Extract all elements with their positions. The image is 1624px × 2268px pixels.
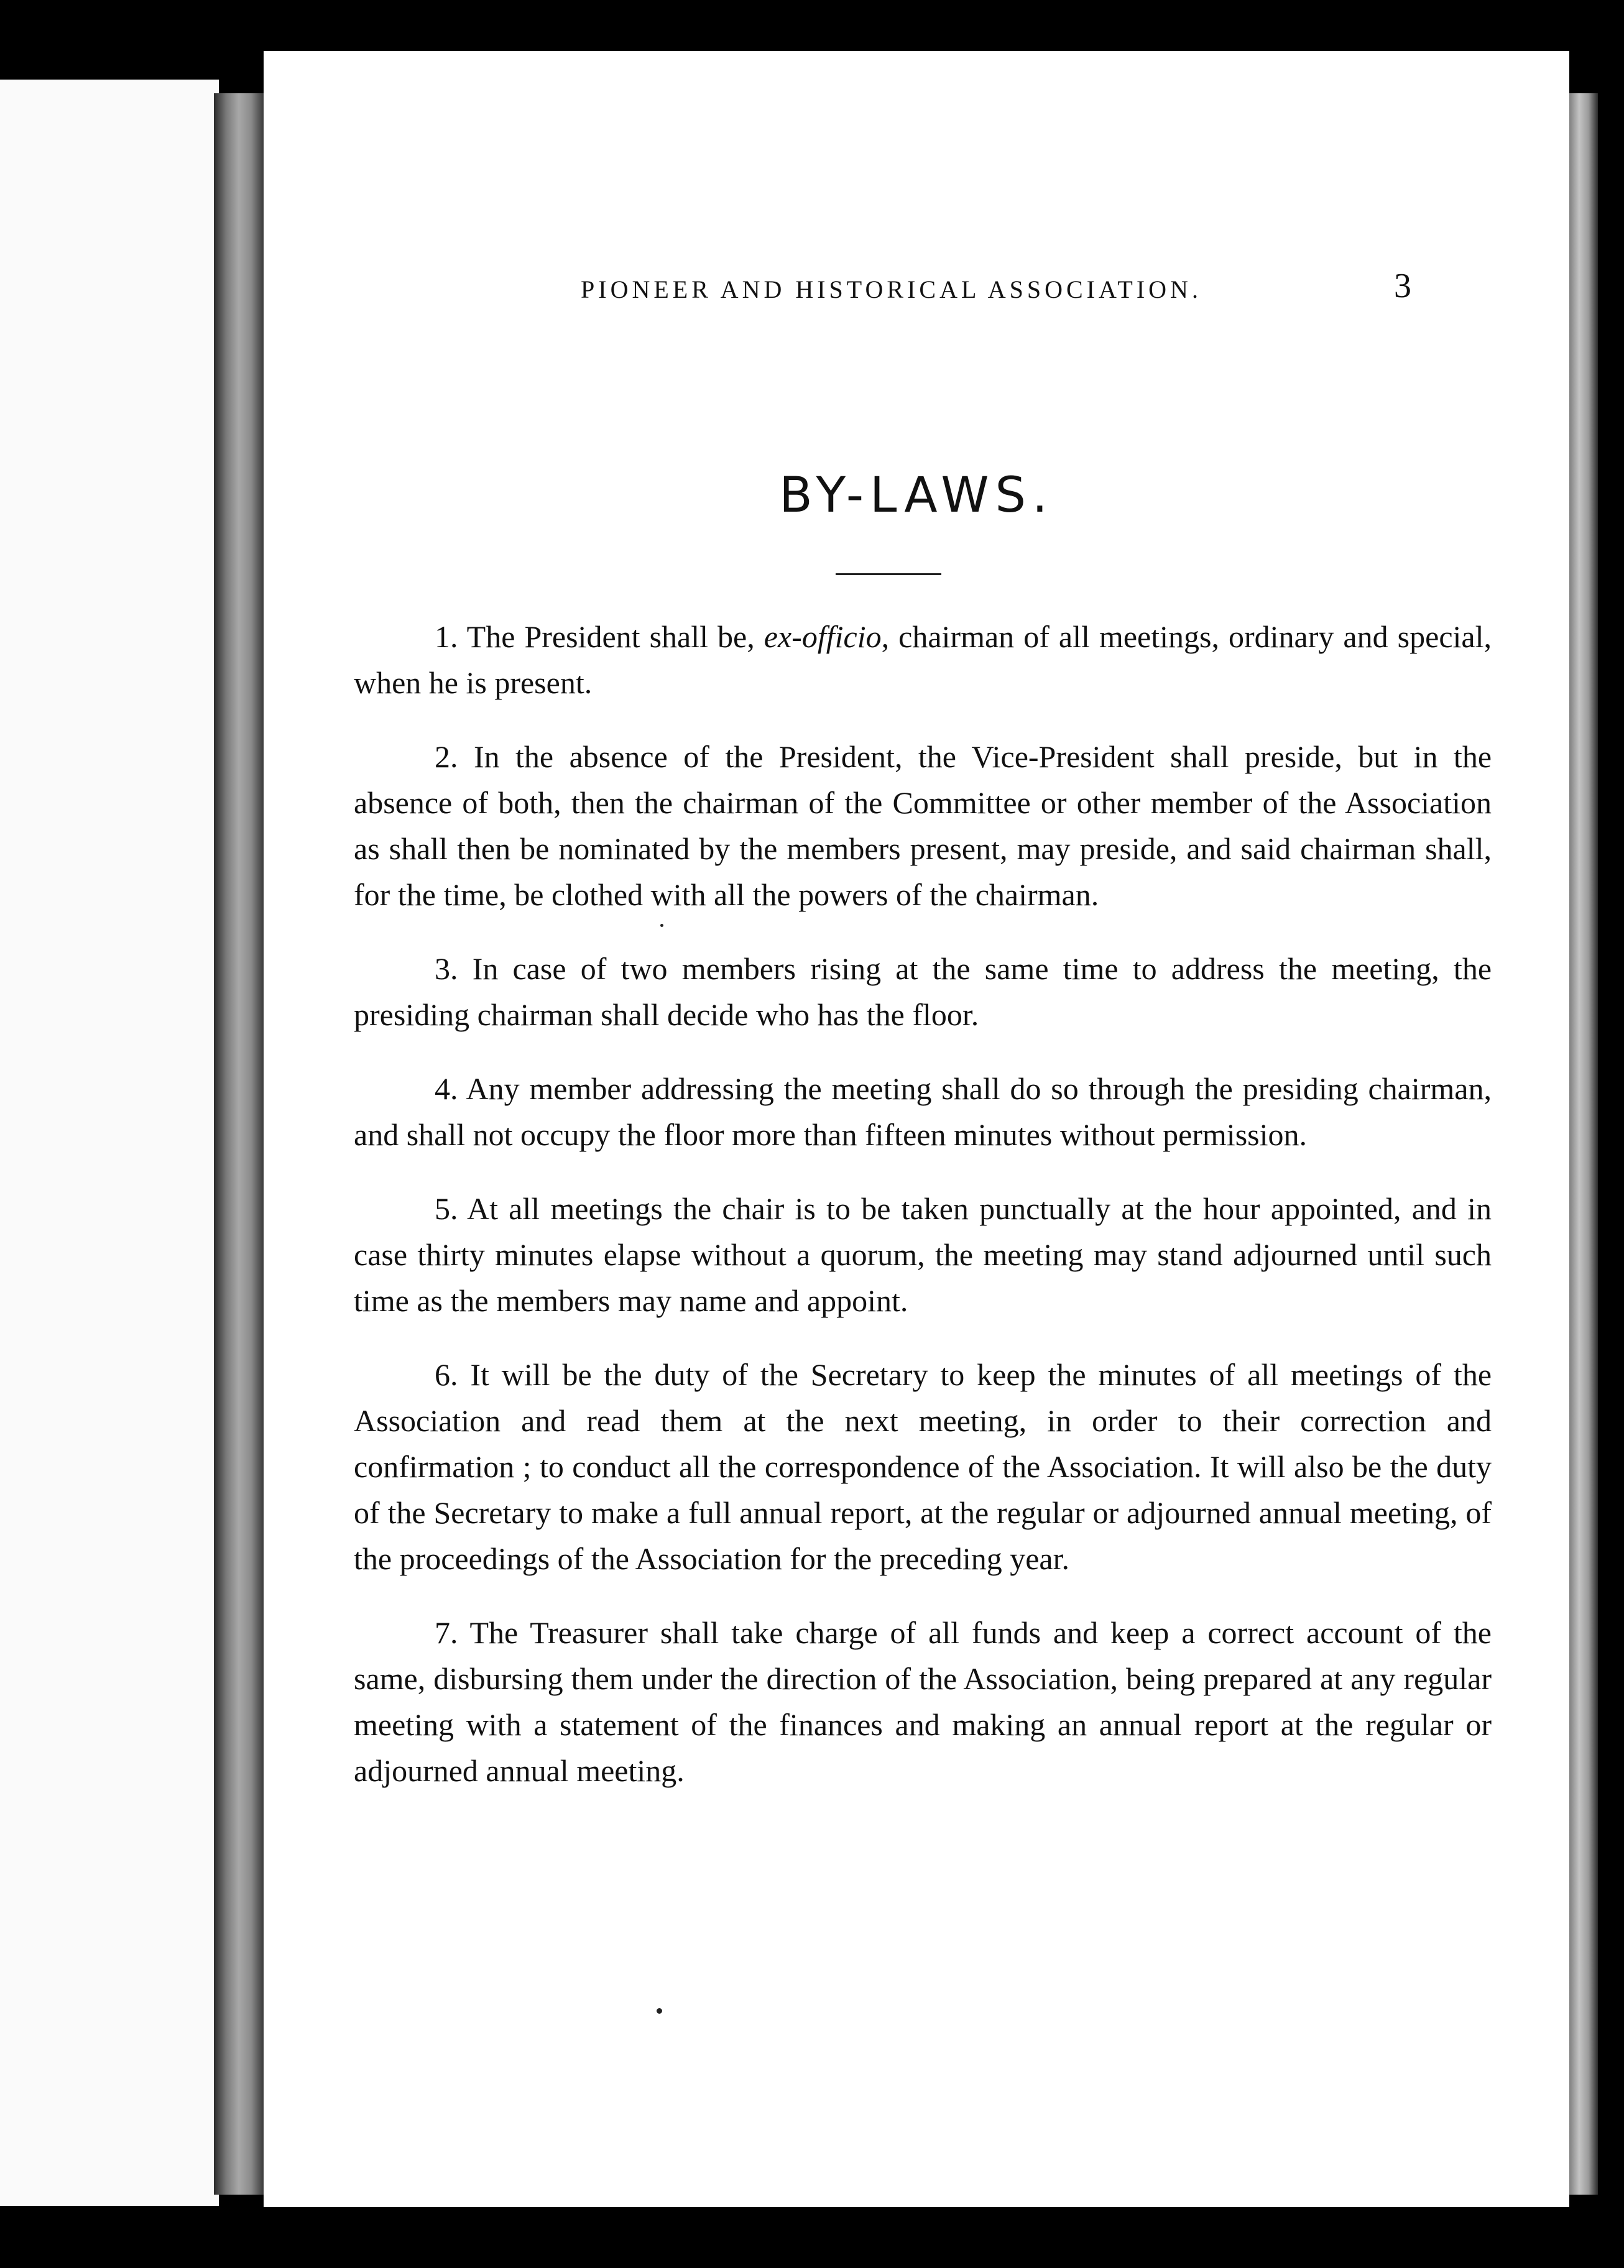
book-gutter [214, 93, 264, 2195]
bylaw-text: Any member addressing the meeting shall do so through the presiding chairman, and shall not occupy the floor more than fifteen minutes without permission. [354, 1071, 1492, 1152]
bylaw-6 [354, 1352, 1492, 1582]
bylaw-text: At all meetings the chair is to be taken punctually at the hour appointed, and in case thirty minutes elapse without a quorum, the meeting may stand adjourned until such time as the members may name and appoint. [354, 1191, 1492, 1318]
page-header [264, 267, 1569, 325]
bylaw-7 [354, 1610, 1492, 1794]
page-edge [1567, 93, 1598, 2195]
bylaw-3 [354, 946, 1492, 1038]
bylaw-number: 2. [435, 739, 458, 774]
bylaw-number: 5. [435, 1191, 458, 1226]
bylaw-text: In case of two members rising at the same time to address the meeting, the presiding chairman shall decide who has the floor. [354, 951, 1492, 1032]
bylaw-number: 4. [435, 1071, 458, 1106]
bylaw-1 [354, 614, 1492, 706]
bylaw-text: , chairman of all meetings, ordinary and special, when he is present. [354, 619, 1492, 700]
bylaw-number: 1. [435, 619, 458, 654]
bylaw-text: The President shall be, [466, 619, 764, 654]
bylaw-number: 7. [435, 1615, 458, 1650]
bylaw-4 [354, 1066, 1492, 1158]
bylaw-number: 6. [435, 1357, 458, 1392]
bylaws-body [354, 614, 1492, 1822]
bylaw-italic-term: ex-officio [764, 619, 882, 654]
bylaw-text: In the absence of the President, the Vice-President shall preside, but in the absence of both, then the chairman of the Committee or other member of the Association as shall then be nominated by the members present, may preside, and said chairman shall, for the time, be clothed with all the powers of the chairman. [354, 739, 1492, 912]
bylaw-text: It will be the duty of the Secretary to keep the minutes of all meetings of the Association and read them at the next meeting, in order to their correction and confirmation ; to conduct all the correspondence of the Association. It will also be the duty of the Secretary to make a full annual report, at the regular or adjourned annual meeting, of the proceedings of the Association for the preceding year. [354, 1357, 1492, 1576]
bylaw-number: 3. [435, 951, 458, 986]
ink-speck [657, 2008, 662, 2014]
ink-speck [660, 924, 663, 927]
book-page [264, 51, 1569, 2207]
bylaw-5 [354, 1186, 1492, 1324]
section-title: BY-LAWS. [779, 468, 1054, 523]
bylaw-text: The Treasurer shall take charge of all funds and keep a correct account of the same, disbursing them under the direction of the Association, being prepared at any regular meeting with a statement of the finances and making an annual report at the regular or adjourned annual meeting. [354, 1615, 1492, 1788]
running-head: PIONEER AND HISTORICAL ASSOCIATION. [581, 275, 1202, 303]
left-page-margin [0, 80, 219, 2206]
bylaw-2 [354, 734, 1492, 918]
page-number: 3 [1394, 267, 1411, 305]
title-rule [836, 573, 941, 575]
